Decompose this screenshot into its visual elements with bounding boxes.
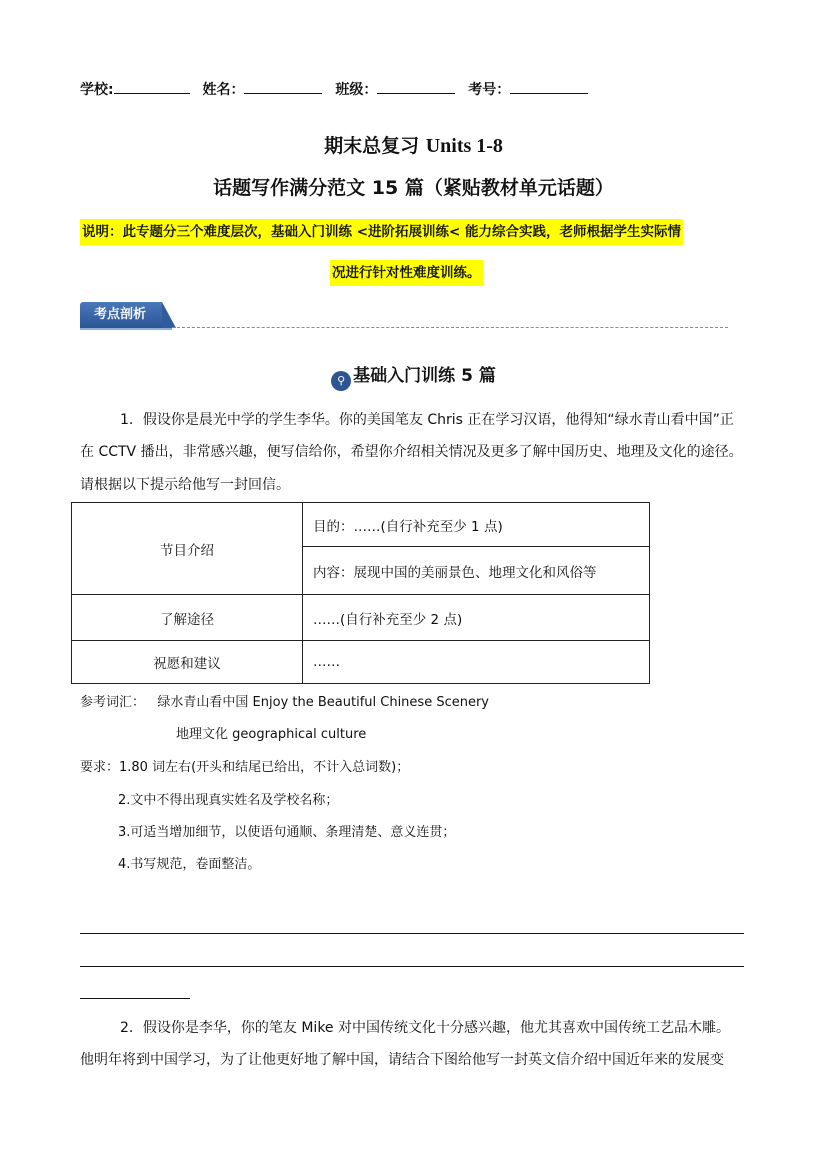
note-line-1: 说明：此专题分三个难度层次，基础入门训练 <进阶拓展训练< 能力综合实践，老师根据学生实际情	[80, 219, 683, 245]
row-label-wishes: 祝愿和建议	[72, 641, 303, 684]
vocab-item-2: 地理文化 geographical culture	[176, 727, 367, 742]
tag-underline	[80, 328, 172, 330]
writing-line[interactable]	[80, 933, 744, 934]
class-field[interactable]	[377, 79, 455, 94]
q1-line-2: 在 CCTV 播出，非常感兴趣，便写信给你，希望你介绍相关情况及更多了解中国历史、地理及文化的途径。	[80, 444, 743, 460]
table-row	[72, 641, 650, 684]
cell-purpose: 目的：……(自行补充至少 1 点)	[303, 503, 650, 547]
q1-line-1: 1．假设你是晨光中学的学生李华。你的美国笔友 Chris 正在学习汉语，他得知“绿水青山看中国”正	[120, 412, 734, 428]
exam-number-label: 考号：	[468, 82, 511, 98]
row-label-ways: 了解途径	[72, 595, 303, 641]
student-info-line	[80, 79, 596, 99]
section-tag	[80, 302, 162, 328]
vocab-item-1: 绿水青山看中国 Enjoy the Beautiful Chinese Scenery	[157, 695, 489, 710]
row-label-program: 节目介绍	[72, 503, 303, 595]
vocab-line-1	[80, 691, 489, 710]
school-label: 学校:	[80, 82, 114, 98]
dashed-divider	[172, 327, 728, 328]
section-title: 基础入门训练 5 篇	[353, 366, 496, 386]
cell-ways: ……(自行补充至少 2 点)	[303, 595, 650, 641]
table-row	[72, 595, 650, 641]
title-cn: 期末总复习	[324, 135, 420, 157]
school-field[interactable]	[114, 79, 190, 94]
page-title	[0, 131, 827, 158]
prompt-table	[71, 502, 650, 684]
table-row	[72, 503, 650, 547]
requirement-1: 要求：1.80 词左右(开头和结尾已给出，不计入总词数)；	[80, 760, 410, 775]
name-field[interactable]	[244, 79, 322, 94]
q2-line-1: 2．假设你是李华，你的笔友 Mike 对中国传统文化十分感兴趣，他尤其喜欢中国传统工艺品木雕。	[120, 1020, 730, 1036]
writing-line-short[interactable]	[80, 998, 190, 999]
q2-line-2: 他明年将到中国学习，为了让他更好地了解中国，请结合下图给他写一封英文信介绍中国近年来的发展变	[80, 1052, 724, 1068]
cell-wishes: ……	[303, 641, 650, 684]
title-en: Units 1-8	[425, 135, 503, 157]
writing-line[interactable]	[80, 966, 744, 967]
requirement-3: 3.可适当增加细节，以使语句通顺、条理清楚、意义连贯；	[118, 825, 456, 840]
cell-content: 内容：展现中国的美丽景色、地理文化和风俗等	[303, 547, 650, 595]
page-subtitle: 话题写作满分范文 15 篇（紧贴教材单元话题）	[213, 177, 614, 199]
name-label: 姓名：	[202, 82, 245, 98]
note-line-2: 况进行针对性难度训练。	[330, 260, 483, 286]
section-heading	[0, 361, 827, 391]
search-icon: ⚲	[331, 371, 351, 391]
exam-number-field[interactable]	[510, 79, 588, 94]
section-tag-label: 考点剖析	[80, 302, 162, 328]
vocab-label: 参考词汇：	[80, 695, 146, 710]
q1-line-3: 请根据以下提示给他写一封回信。	[80, 477, 290, 493]
class-label: 班级：	[335, 82, 378, 98]
requirement-4: 4.书写规范，卷面整洁。	[118, 857, 261, 872]
requirement-2: 2.文中不得出现真实姓名及学校名称；	[118, 793, 339, 808]
